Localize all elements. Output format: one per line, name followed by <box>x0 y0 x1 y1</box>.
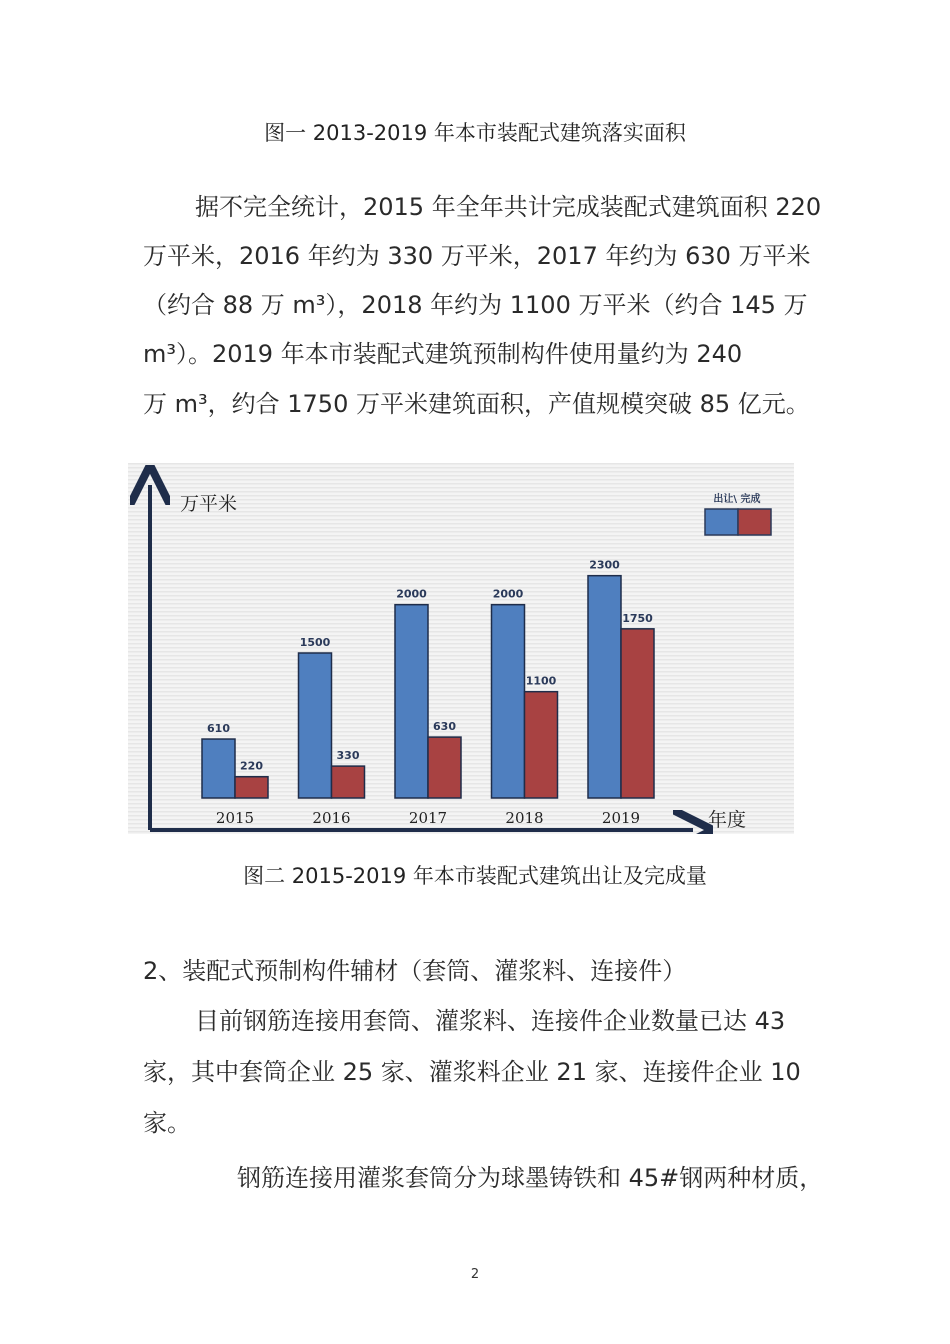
x-tick-label-2017: 2017 <box>408 809 448 827</box>
bar-2015-series-2 <box>235 777 268 798</box>
x-tick-label-2018: 2018 <box>505 809 544 827</box>
section2-paragraph2-line: 钢筋连接用灌浆套筒分为球墨铸铁和 45#钢两种材质， <box>237 1164 824 1192</box>
paragraph1-line-1: 据不完全统计，2015 年全年共计完成装配式建筑面积 220 <box>195 193 822 221</box>
section2-line-3: 家。 <box>143 1109 191 1137</box>
paragraph1-line-4: m³）。2019 年本市装配式建筑预制构件使用量约为 240 <box>143 340 743 368</box>
bar-chart <box>128 463 794 834</box>
data-label-2018-series-2: 1100 <box>525 674 557 688</box>
data-label-2016-series-1: 1500 <box>299 636 331 649</box>
x-tick-label-2019: 2019 <box>601 809 641 827</box>
legend-label: 出让\ 完成 <box>713 494 761 505</box>
section2-line-2: 家，其中套筒企业 25 家、灌浆料企业 21 家、连接件企业 10 <box>143 1058 801 1086</box>
page-number: 2 <box>470 1267 480 1282</box>
data-label-2016-series-2: 330 <box>336 749 360 763</box>
x-tick-label-2016: 2016 <box>312 809 351 827</box>
bar-2015-series-1 <box>202 739 235 798</box>
bar-2019-series-2 <box>621 629 654 798</box>
paragraph1-line-3: （约合 88 万 m³），2018 年约为 1100 万平米（约合 145 万 <box>143 291 808 319</box>
x-axis-label: 年度 <box>708 809 747 831</box>
data-label-2019-series-1: 2300 <box>589 558 620 572</box>
bar-2016-series-2 <box>332 766 365 798</box>
bar-2017-series-2 <box>428 737 461 798</box>
data-label-2019-series-2: 1750 <box>622 611 653 625</box>
data-label-2015-series-1: 610 <box>207 722 230 736</box>
paragraph1-line-5: 万 m³，约合 1750 万平米建筑面积，产值规模突破 85 亿元。 <box>143 390 810 418</box>
bar-2018-series-2 <box>525 692 558 798</box>
x-tick-label-2015: 2015 <box>215 809 255 827</box>
section2-heading: 2、装配式预制构件辅材（套筒、灌浆料、连接件） <box>143 957 687 985</box>
bar-2018-series-1 <box>492 605 525 798</box>
data-label-2017-series-2: 630 <box>433 720 456 734</box>
legend-swatch-series-2 <box>738 509 771 535</box>
data-label-2017-series-1: 2000 <box>396 587 427 601</box>
bar-chart-svg <box>128 463 794 834</box>
bar-2017-series-1 <box>395 605 428 798</box>
bar-2019-series-1 <box>588 576 621 798</box>
y-axis-label: 万平米 <box>180 493 238 515</box>
section2-line-1: 目前钢筋连接用套筒、灌浆料、连接件企业数量已达 43 <box>195 1007 786 1035</box>
data-label-2015-series-2: 220 <box>240 759 263 773</box>
figure1-caption: 图一 2013-2019 年本市装配式建筑落实面积 <box>264 121 686 145</box>
figure2-caption: 图二 2015-2019 年本市装配式建筑出让及完成量 <box>243 864 707 888</box>
paragraph1-line-2: 万平米，2016 年约为 330 万平米，2017 年约为 630 万平米 <box>143 242 811 270</box>
bar-2016-series-1 <box>299 653 332 798</box>
legend-swatch-series-1 <box>705 509 738 535</box>
data-label-2018-series-1: 2000 <box>492 587 524 601</box>
